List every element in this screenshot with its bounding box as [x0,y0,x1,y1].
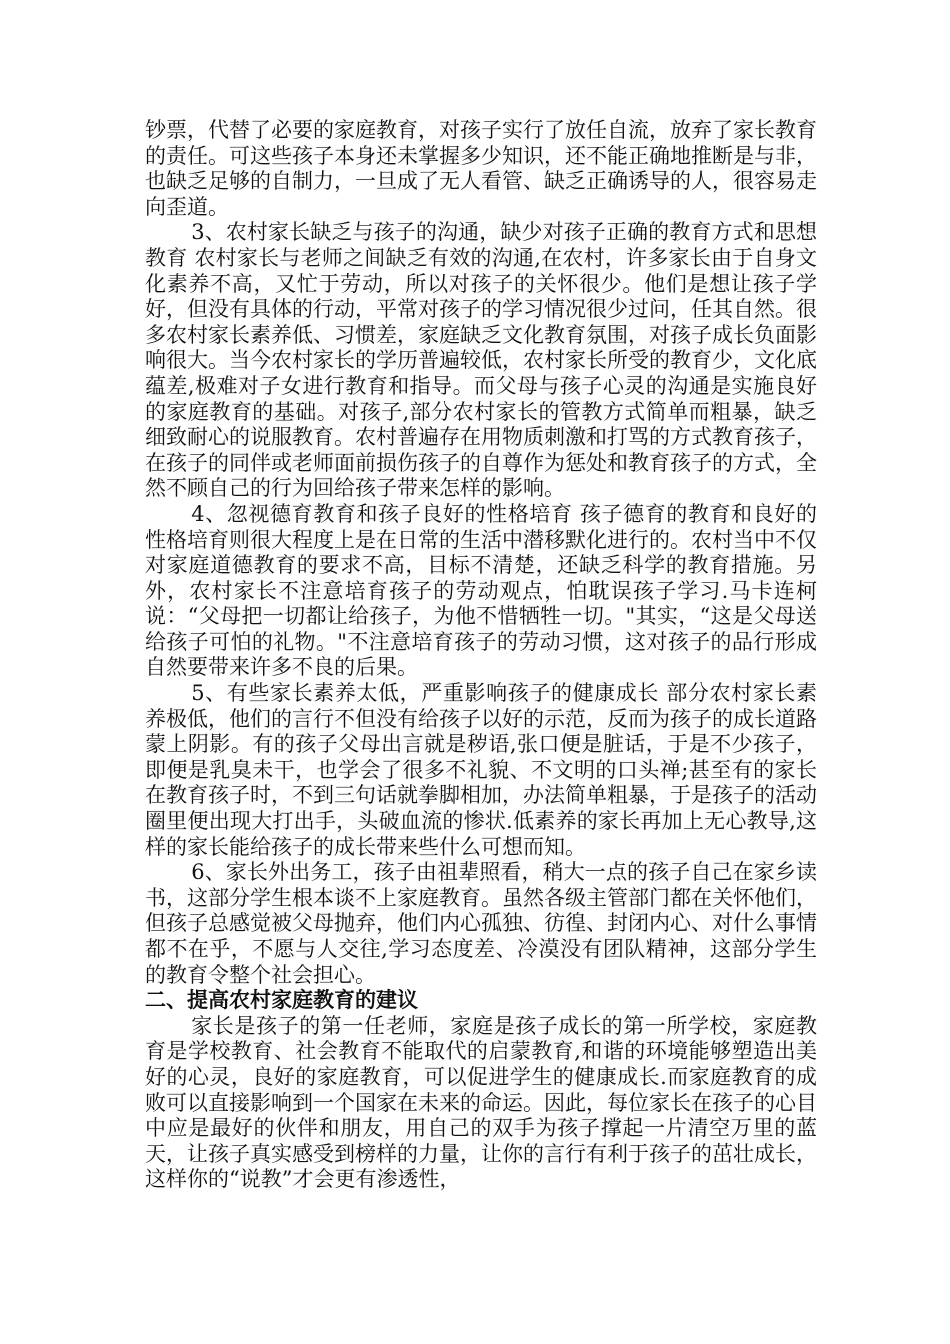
paragraph-item-4: 4、忽视德育教育和孩子良好的性格培育 孩子德育的教育和良好的性格培育则很大程度上是在日常的生活中潜移默化进行的。农村当中不仅对家庭道德教育的要求不高，目标不清楚，还缺乏科学的教育措施。另外，农村家长不注意培育孩子的劳动观点，怕耽误孩子学习.马卡连柯说：“父母把一切都让给孩子，为他不惜牺牲一切。"其实，“这是父母送给孩子可怕的礼物。"不注意培育孩子的劳动习惯，这对孩子的品行形成自然要带来许多不良的后果。 [145,501,817,680]
document-page [145,118,817,1193]
paragraph-continuation: 钞票，代替了必要的家庭教育，对孩子实行了放任自流，放弃了家长教育的责任。可这些孩子本身还未掌握多少知识，还不能正确地推断是与非，也缺乏足够的自制力，一旦成了无人看管、缺乏正确诱导的人，很容易走向歪道。 [145,118,817,219]
paragraph-item-3: 3、农村家长缺乏与孩子的沟通，缺少对孩子正确的教育方式和思想教育 农村家长与老师之间缺乏有效的沟通,在农村，许多家长由于自身文化素养不高，又忙于劳动，所以对孩子的关怀很少。他们是想让孩子学好，但没有具体的行动，平常对孩子的学习情况很少过问，任其自然。很多农村家长素养低、习惯差，家庭缺乏文化教育氛围，对孩子成长负面影响很大。当今农村家长的学历普遍较低，农村家长所受的教育少，文化底蕴差,极难对子女进行教育和指导。而父母与孩子心灵的沟通是实施良好的家庭教育的基础。对孩子,部分农村家长的管教方式简单而粗暴，缺乏细致耐心的说服教育。农村普遍存在用物质刺激和打骂的方式教育孩子，在孩子的同伴或老师面前损伤孩子的自尊作为惩处和教育孩子的方式，全然不顾自己的行为回给孩子带来怎样的影响。 [145,220,817,501]
paragraph-item-6: 6、家长外出务工，孩子由祖辈照看，稍大一点的孩子自己在家乡读书，这部分学生根本谈不上家庭教育。虽然各级主管部门都在关怀他们，但孩子总感觉被父母抛弃，他们内心孤独、彷徨、封闭内心、对什么事情都不在乎，不愿与人交往,学习态度差、冷漠没有团队精神，这部分学生的教育令整个社会担心。 [145,860,817,987]
paragraph-closing: 家长是孩子的第一任老师，家庭是孩子成长的第一所学校，家庭教育是学校教育、社会教育不能取代的启蒙教育,和谐的环境能够塑造出美好的心灵，良好的家庭教育，可以促进学生的健康成长.而家庭教育的成败可以直接影响到一个国家在未来的命运。因此，每位家长在孩子的心目中应是最好的伙伴和朋友，用自己的双手为孩子撑起一片清空万里的蓝天，让孩子真实感受到榜样的力量，让你的言行有利于孩子的茁壮成长，这样你的“说教”才会更有渗透性， [145,1013,817,1192]
section-heading: 二、提高农村家庭教育的建议 [145,988,418,1013]
paragraph-item-5: 5、有些家长素养太低，严重影响孩子的健康成长 部分农村家长素养极低，他们的言行不但没有给孩子以好的示范，反而为孩子的成长道路蒙上阴影。有的孩子父母出言就是秽语,张口便是脏话，于是不少孩子，即便是乳臭未干，也学会了很多不礼貌、不文明的口头禅;甚至有的家长在教育孩子时，不到三句话就拳脚相加，办法简单粗暴，于是孩子的活动圈里便出现大打出手，头破血流的惨状.低素养的家长再加上无心教导,这样的家长能给孩子的成长带来些什么可想而知。 [145,681,817,859]
